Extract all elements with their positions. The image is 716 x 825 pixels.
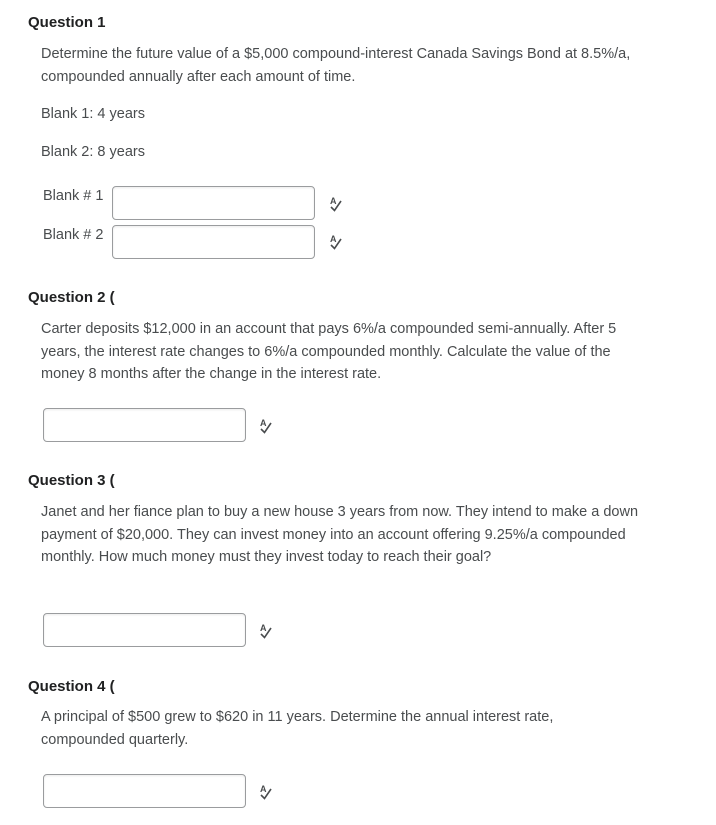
blank-1-input[interactable] — [112, 186, 315, 220]
spellcheck-icon[interactable] — [258, 622, 274, 640]
question-2-title: Question 2 ( — [28, 289, 115, 306]
blank-2-input[interactable] — [112, 225, 315, 259]
question-2-answer-input[interactable] — [43, 408, 246, 442]
question-2-prompt: Carter deposits $12,000 in an account that pays 6%/a compounded semi-annually. After 5 years, the interest rate changes to 6%/a compounded monthly. Calculate the value of the money 8 months after the change in the interest rate. — [41, 321, 617, 382]
question-4-prompt: A principal of $500 grew to $620 in 11 years. Determine the annual interest rate, compounded quarterly. — [41, 709, 554, 748]
question-1-blank2-description: Blank 2: 8 years — [41, 144, 145, 160]
question-3-prompt: Janet and her fiance plan to buy a new house 3 years from now. They intend to make a down payment of $20,000. They can invest money into an account offering 9.25%/a compounded monthly. How much money must they invest today to reach their goal? — [41, 504, 639, 565]
question-1-blank1-description: Blank 1: 4 years — [41, 106, 145, 122]
blank-2-label: Blank # 2 — [43, 227, 104, 243]
question-4-title: Question 4 ( — [28, 678, 115, 695]
question-1-prompt: Determine the future value of a $5,000 compound-interest Canada Savings Bond at 8.5%/a, compounded annually after each amount of time. — [41, 46, 631, 85]
spellcheck-icon[interactable] — [258, 783, 274, 801]
spellcheck-icon[interactable] — [258, 417, 274, 435]
question-4-answer-input[interactable] — [43, 774, 246, 808]
question-3-answer-input[interactable] — [43, 613, 246, 647]
spellcheck-icon[interactable] — [328, 233, 344, 251]
question-1-title: Question 1 — [28, 14, 106, 31]
blank-1-label: Blank # 1 — [43, 188, 104, 204]
spellcheck-icon[interactable] — [328, 195, 344, 213]
question-3-title: Question 3 ( — [28, 472, 115, 489]
